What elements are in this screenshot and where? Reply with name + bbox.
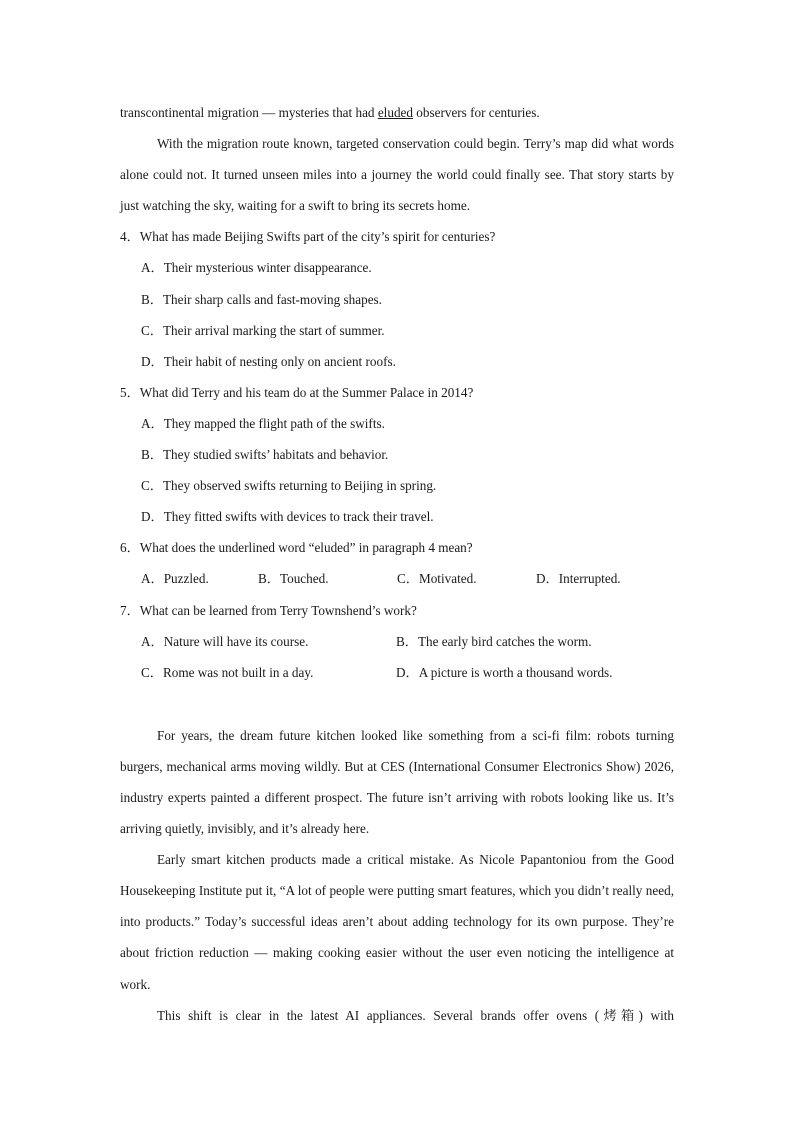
question-7-options-row1 bbox=[120, 626, 674, 657]
page-content bbox=[120, 97, 674, 1031]
question-6-option-b: B．Touched. bbox=[258, 571, 329, 587]
passage1-paragraph: With the migration route known, targeted conservation could begin. Terry’s map did what words alone could not. It turned unseen miles into a journey the world could finally see. That story starts by just watching the sky, waiting for a swift to bring its secrets home. bbox=[120, 136, 674, 214]
question-7-options-row2 bbox=[120, 657, 674, 688]
question-6-option-d: D．Interrupted. bbox=[536, 571, 621, 587]
underlined-word: eluded bbox=[377, 105, 413, 120]
section-gap bbox=[120, 688, 674, 720]
question-5-option-d: D．They fitted swifts with devices to track their travel. bbox=[141, 509, 434, 525]
question-5-option-a: A．They mapped the flight path of the swifts. bbox=[141, 415, 385, 431]
question-5-option-c: C．They observed swifts returning to Beijing in spring. bbox=[141, 478, 437, 494]
question-4-option-b: B．Their sharp calls and fast-moving shapes. bbox=[141, 291, 382, 307]
passage2-paragraph-1: For years, the dream future kitchen looked like something from a sci-fi film: robots turning burgers, mechanical arms moving wildly. But at CES (International Consumer Electronics Show) 2026, industry experts painted a different prospect. The future isn’t arriving with robots looking like us. It’s arriving quietly, invisibly, and it’s already here. bbox=[120, 727, 674, 837]
question-4-option-c: C．Their arrival marking the start of summer. bbox=[141, 322, 385, 338]
question-4-stem: 4．What has made Beijing Swifts part of the city’s spirit for centuries? bbox=[120, 229, 496, 245]
question-5-stem: 5．What did Terry and his team do at the Summer Palace in 2014? bbox=[120, 384, 474, 400]
passage2-paragraph-3: This shift is clear in the latest AI appliances. Several brands offer ovens (烤箱) with bbox=[157, 1007, 674, 1023]
question-7-option-b: B．The early bird catches the worm. bbox=[396, 633, 592, 649]
passage2-paragraph-2: Early smart kitchen products made a critical mistake. As Nicole Papantoniou from the Good Housekeeping Institute put it, “A lot of people were putting smart features, which you didn’t really need, into products.” Today’s successful ideas aren’t about adding technology for its own purpose. They’re about friction reduction — making cooking easier without the user even noticing the intelligence at work. bbox=[120, 852, 674, 992]
question-4-option-a: A．Their mysterious winter disappearance. bbox=[141, 260, 372, 276]
question-6-option-c: C．Motivated. bbox=[397, 571, 477, 587]
question-4-option-d: D．Their habit of nesting only on ancient roofs. bbox=[141, 353, 396, 369]
question-6-option-a: A．Puzzled. bbox=[141, 571, 209, 587]
question-6-stem: 6．What does the underlined word “eluded” in paragraph 4 mean? bbox=[120, 540, 473, 556]
text-fragment: transcontinental migration — mysteries that had bbox=[120, 105, 378, 120]
question-7-stem: 7．What can be learned from Terry Townshend’s work? bbox=[120, 602, 417, 618]
question-7-option-c: C．Rome was not built in a day. bbox=[141, 664, 314, 680]
question-7-option-a: A．Nature will have its course. bbox=[141, 633, 309, 649]
question-5-option-b: B．They studied swifts’ habitats and behavior. bbox=[141, 447, 389, 463]
passage1-line1 bbox=[120, 97, 674, 128]
text-fragment: observers for centuries. bbox=[412, 105, 540, 120]
question-7-option-d: D．A picture is worth a thousand words. bbox=[396, 664, 613, 680]
question-6-options bbox=[120, 563, 674, 594]
